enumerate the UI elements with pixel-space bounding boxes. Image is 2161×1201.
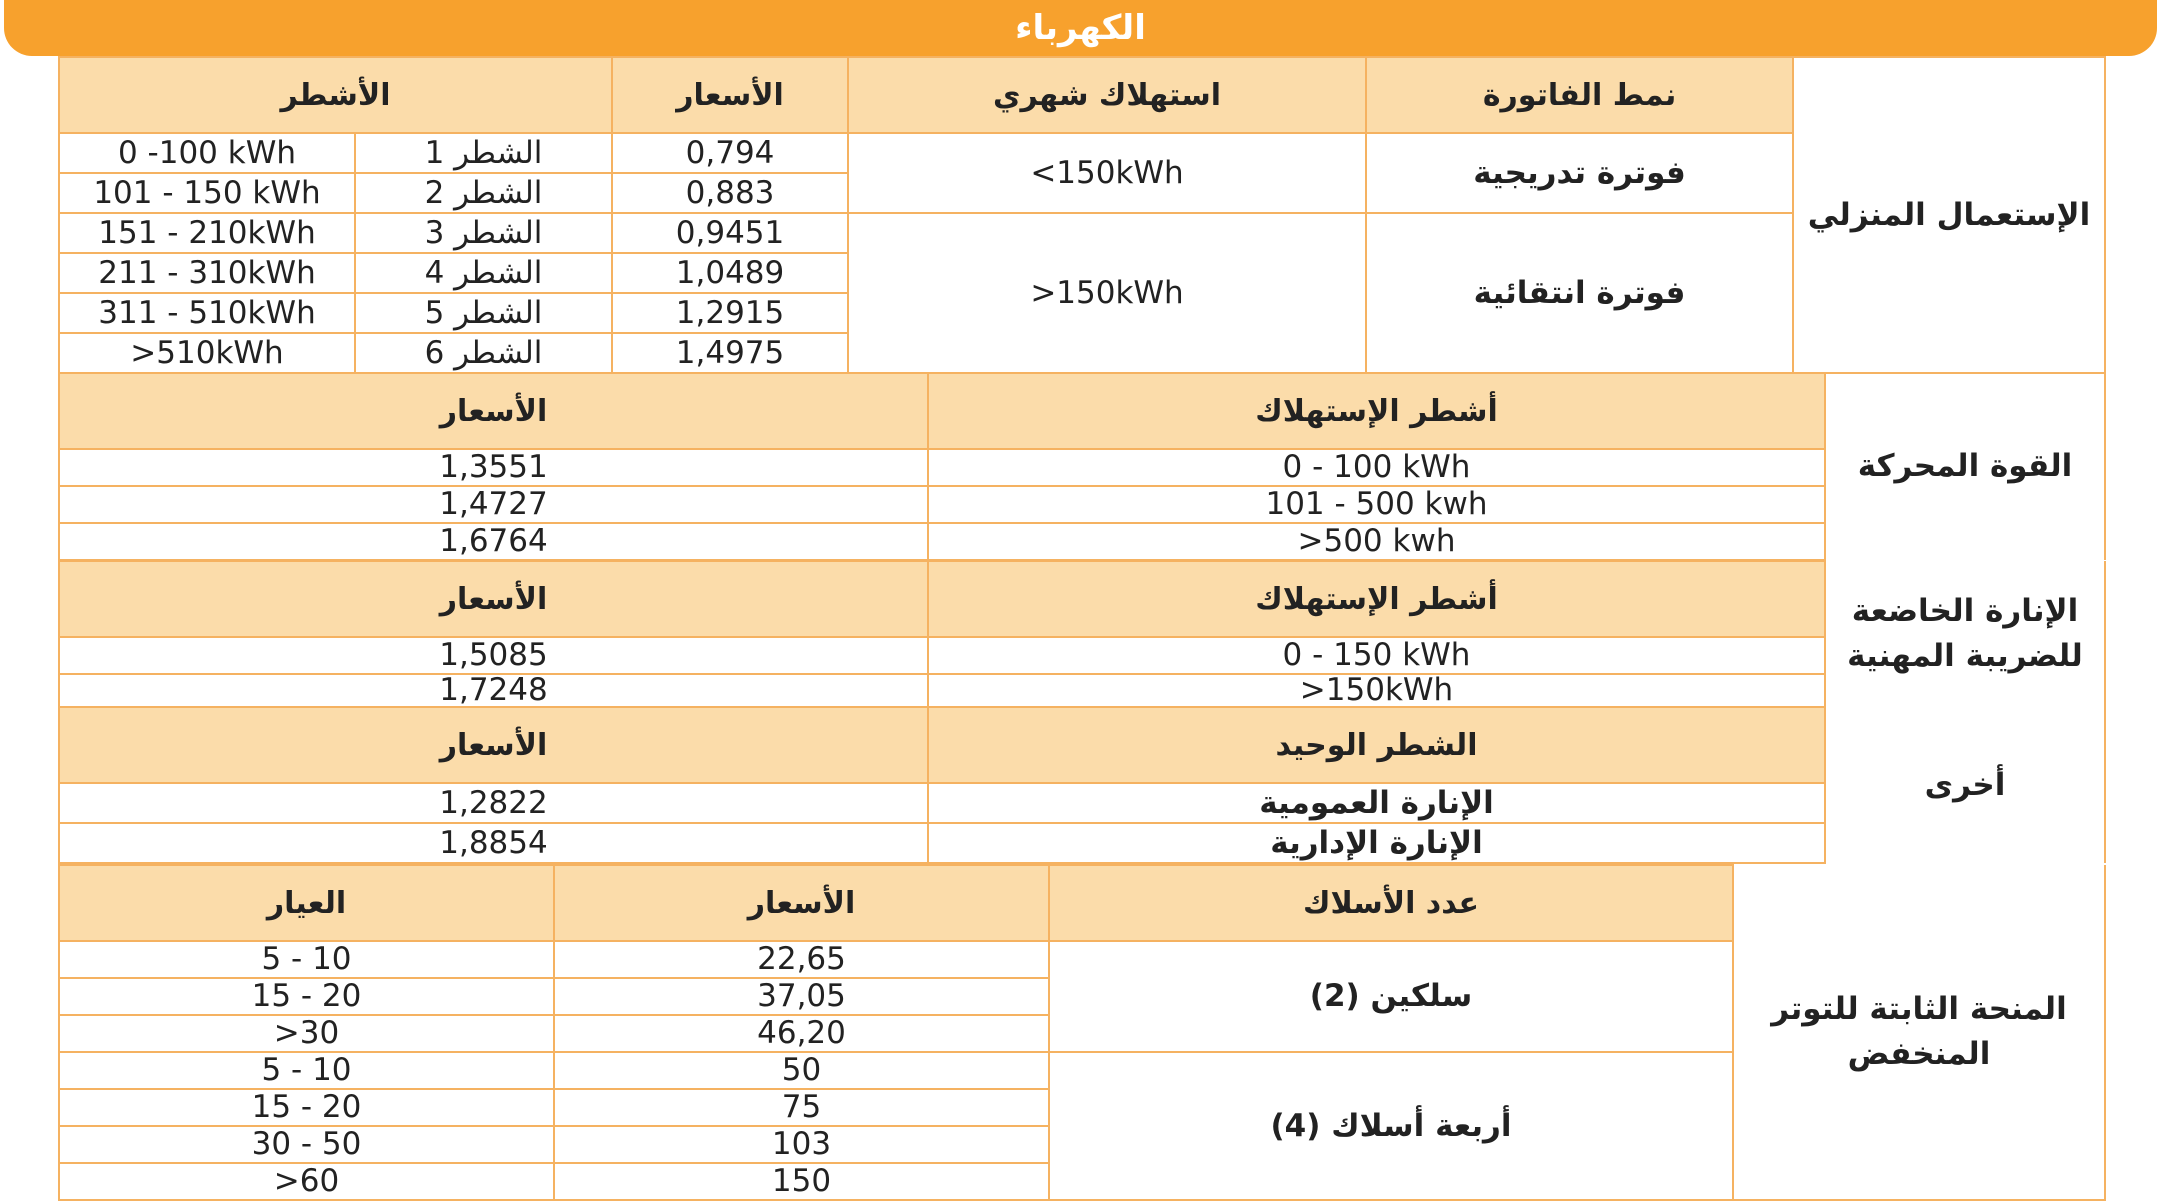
tier-range: 151 - 210kWh: [59, 213, 355, 253]
tier-range: 0 -100 kWh: [59, 133, 355, 173]
category-label-fixed-fee: [1733, 865, 2105, 1200]
caliber-value: 5 - 10: [59, 1052, 554, 1089]
fee-price: 150: [554, 1163, 1049, 1200]
tier-price: 1,4975: [612, 333, 848, 373]
caliber-value: 15 - 20: [59, 1089, 554, 1126]
header-caliber: العيار: [59, 865, 554, 941]
tier-name: الشطر 5: [355, 293, 612, 333]
fee-price: 46,20: [554, 1015, 1049, 1052]
fee-price: 22,65: [554, 941, 1049, 978]
fixed-fee-table: [58, 864, 2106, 1201]
tier-price: 1,3551: [59, 449, 928, 486]
header-prices: الأسعار: [612, 57, 848, 133]
label-line: المنحة الثابتة للتوتر: [1771, 991, 2067, 1028]
tier-name: الشطر 1: [355, 133, 612, 173]
tier-range: 311 - 510kWh: [59, 293, 355, 333]
tier-name: الشطر 6: [355, 333, 612, 373]
header-tiers: الأشطر: [59, 57, 612, 133]
category-label-residential: الإستعمال المنزلي: [1793, 57, 2105, 373]
category-label-motive-power: القوة المحركة: [1825, 373, 2105, 560]
tier-price: 0,794: [612, 133, 848, 173]
tier-price: 0,9451: [612, 213, 848, 253]
residential-table: [58, 56, 2106, 374]
fee-price: 75: [554, 1089, 1049, 1126]
page-title: الكهرباء: [4, 0, 2157, 56]
header-invoice-type: نمط الفاتورة: [1366, 57, 1793, 133]
tier-name: الإنارة العمومية: [928, 783, 1825, 823]
tier-name: الشطر 4: [355, 253, 612, 293]
tier-price: 1,2915: [612, 293, 848, 333]
wire-group: (4) أربعة أسلاك: [1049, 1052, 1733, 1200]
tier-range: 0 - 150 kWh: [928, 637, 1825, 674]
category-label-professional-lighting: [1825, 561, 2105, 707]
invoice-consumption: >150kWh: [848, 213, 1366, 373]
header-consumption-tiers: أشطر الإستهلاك: [928, 373, 1825, 449]
header-monthly-consumption: استهلاك شهري: [848, 57, 1366, 133]
fee-price: 50: [554, 1052, 1049, 1089]
invoice-consumption: <150kWh: [848, 133, 1366, 213]
tier-range: 101 - 150 kWh: [59, 173, 355, 213]
caliber-value: >30: [59, 1015, 554, 1052]
label-line: المنخفض: [1847, 1036, 1991, 1072]
tier-range: 0 - 100 kWh: [928, 449, 1825, 486]
tier-name: الشطر 3: [355, 213, 612, 253]
label-line: للضريبة المهنية: [1847, 638, 2083, 674]
other-table: [58, 706, 2106, 864]
tier-price: 0,883: [612, 173, 848, 213]
wire-group: (2) سلكين: [1049, 941, 1733, 1052]
fee-price: 103: [554, 1126, 1049, 1163]
tier-range: >510kWh: [59, 333, 355, 373]
caliber-value: >60: [59, 1163, 554, 1200]
tier-range: 211 - 310kWh: [59, 253, 355, 293]
tier-price: 1,8854: [59, 823, 928, 863]
label-line: الإنارة الخاضعة: [1851, 593, 2079, 630]
professional-lighting-table: [58, 560, 2106, 708]
header-wire-count: عدد الأسلاك: [1049, 865, 1733, 941]
tier-price: 1,4727: [59, 486, 928, 523]
tier-range: >500 kwh: [928, 523, 1825, 560]
header-prices: الأسعار: [59, 707, 928, 783]
tier-price: 1,0489: [612, 253, 848, 293]
tier-price: 1,6764: [59, 523, 928, 560]
header-consumption-tiers: أشطر الإستهلاك: [928, 561, 1825, 637]
tier-price: 1,7248: [59, 674, 928, 707]
tier-price: 1,2822: [59, 783, 928, 823]
fee-price: 37,05: [554, 978, 1049, 1015]
caliber-value: 30 - 50: [59, 1126, 554, 1163]
header-prices: الأسعار: [59, 373, 928, 449]
tier-name: الإنارة الإدارية: [928, 823, 1825, 863]
motive-power-table: [58, 372, 2106, 561]
header-single-tier: الشطر الوحيد: [928, 707, 1825, 783]
tier-name: الشطر 2: [355, 173, 612, 213]
header-prices: الأسعار: [554, 865, 1049, 941]
caliber-value: 5 - 10: [59, 941, 554, 978]
tier-range: 101 - 500 kwh: [928, 486, 1825, 523]
invoice-type: فوترة تدريجية: [1366, 133, 1793, 213]
caliber-value: 15 - 20: [59, 978, 554, 1015]
tier-range: >150kWh: [928, 674, 1825, 707]
invoice-type: فوترة انتقائية: [1366, 213, 1793, 373]
header-prices: الأسعار: [59, 561, 928, 637]
tier-price: 1,5085: [59, 637, 928, 674]
category-label-other: أخرى: [1825, 707, 2105, 863]
